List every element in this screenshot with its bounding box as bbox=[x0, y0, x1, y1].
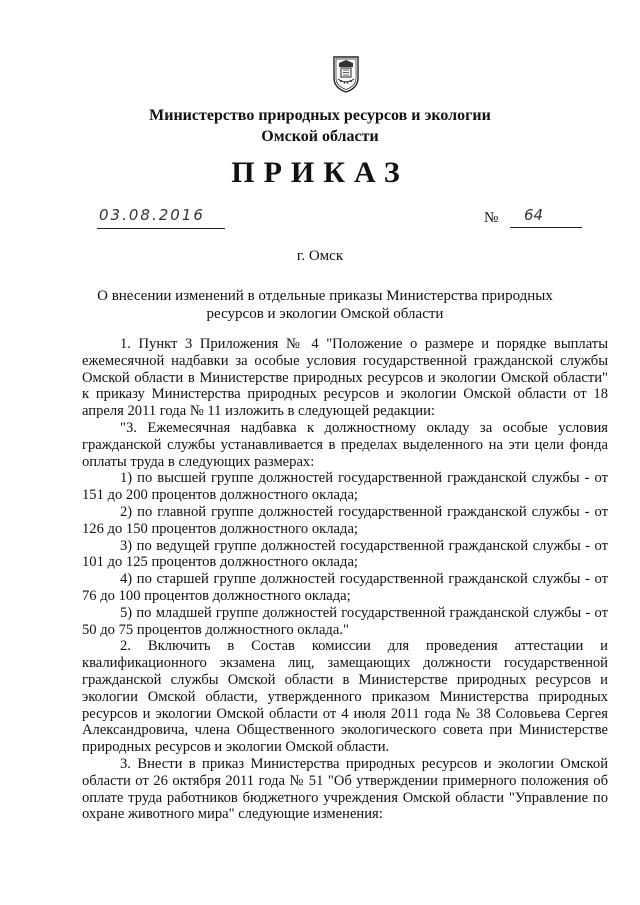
order-subject: О внесении изменений в отдельные приказы Министерства природных ресурсов и экологии Омской области bbox=[97, 288, 553, 322]
paragraph: 3) по ведущей группе должностей государственной гражданской службы - от 101 до 125 процентов должностного оклада; bbox=[82, 537, 608, 571]
paragraph: "3. Ежемесячная надбавка к должностному окладу за особые условия гражданской службы устанавливается в пределах выделенного на эти цели фонда оплаты труда в следующих размерах: bbox=[82, 419, 608, 470]
document-title: ПРИКАЗ bbox=[231, 156, 409, 189]
order-date: 03.08.2016 bbox=[97, 206, 225, 229]
ministry-name-line1: Министерство природных ресурсов и экологии bbox=[149, 107, 491, 124]
paragraph: 2. Включить в Состав комиссии для проведения аттестации и квалификационного экзамена лиц, замещающих должности государственной гражданской службы Омской области в Министерстве природных ресурсов и экологии Омской области, утвержденного приказом Министерства природных ресурсов и экологии Омской области от 4 июля 2011 года № 38 Соловьева Сергея Александровича, члена Общественного экологического совета при Министерстве природных ресурсов и экологии Омской области. bbox=[82, 638, 608, 756]
coat-of-arms-icon bbox=[331, 54, 361, 94]
paragraph: 5) по младшей группе должностей государственной гражданской службы - от 50 до 75 процентов должностного оклада." bbox=[82, 604, 608, 638]
order-body bbox=[82, 336, 608, 823]
order-number: 64 bbox=[510, 206, 582, 228]
paragraph: 3. Внести в приказ Министерства природных ресурсов и экологии Омской области от 26 октября 2011 года № 51 "Об утверждении примерного положения об оплате труда работников бюджетного учреждения Омской области "Управление по охране животного мира" следующие изменения: bbox=[82, 755, 608, 823]
paragraph: 1. Пункт 3 Приложения № 4 "Положение о размере и порядке выплаты ежемесячной надбавки за особые условия государственной гражданской службы Омской области в Министерстве природных ресурсов и экологии Омской области" к приказу Министерства природных ресурсов и экологии Омской области от 18 апреля 2011 года № 11 изложить в следующей редакции: bbox=[82, 336, 608, 420]
paragraph: 4) по старшей группе должностей государственной гражданской службы - от 76 до 100 процентов должностного оклада; bbox=[82, 571, 608, 604]
paragraph: 2) по главной группе должностей государственной гражданской службы - от 126 до 150 процентов должностного оклада; bbox=[82, 503, 608, 537]
paragraph: 1) по высшей группе должностей государственной гражданской службы - от 151 до 200 процентов должностного оклада; bbox=[82, 470, 608, 504]
order-number-label: № bbox=[484, 210, 499, 226]
city: г. Омск bbox=[296, 248, 344, 264]
ministry-name-line2: Омской области bbox=[261, 128, 379, 145]
